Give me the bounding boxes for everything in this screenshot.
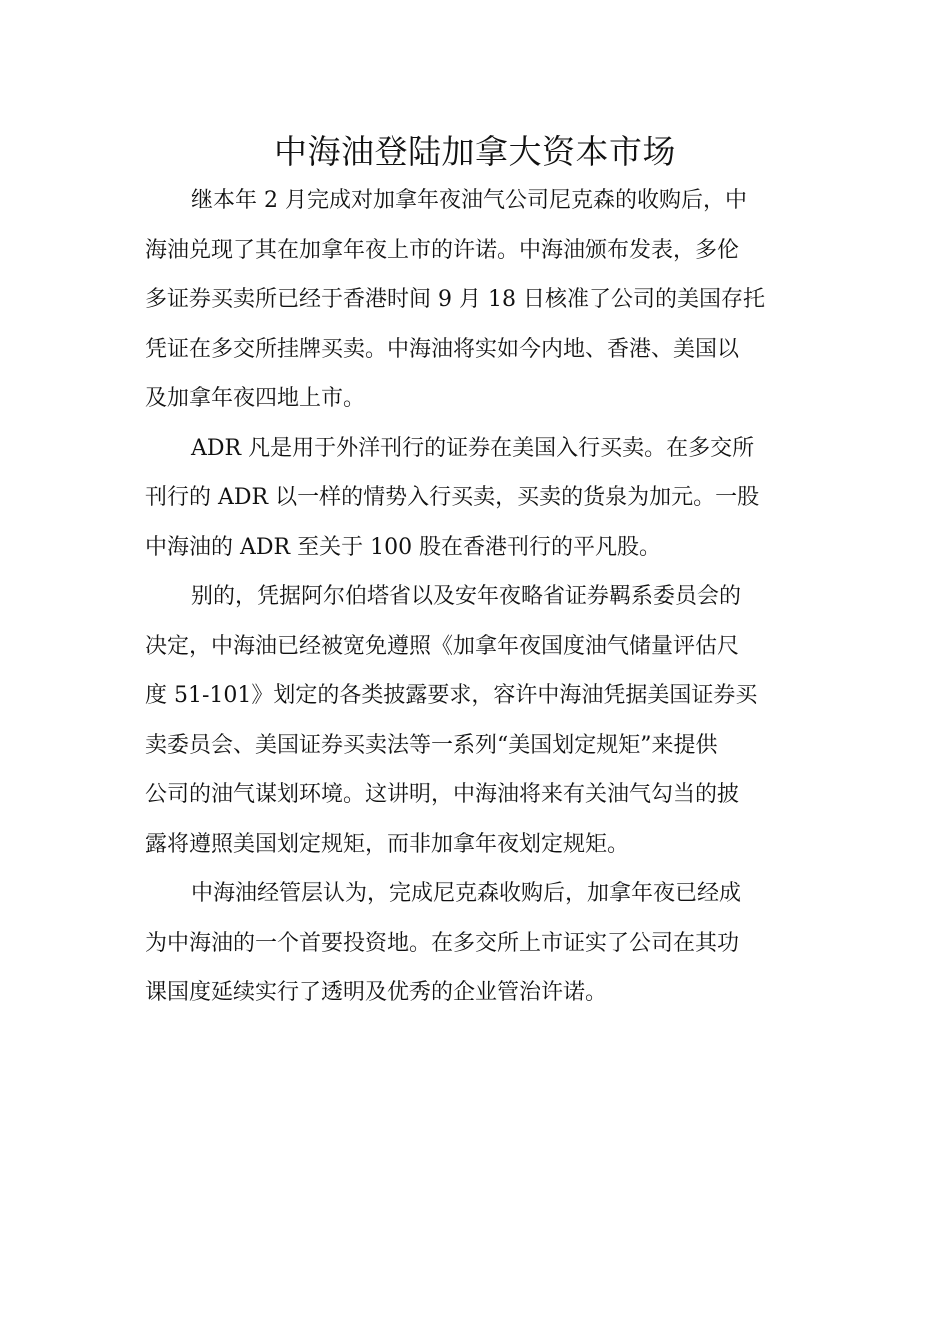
document-body xyxy=(145,176,805,1018)
document-title: 中海油登陆加拿大资本市场 xyxy=(274,132,676,171)
paragraph-3: 别的，凭据阿尔伯塔省以及安年夜略省证券羁系委员会的 决定，中海油已经被宽免遵照《加拿年夜国度油气储量评估尺 度 51-101》划定的各类披露要求，容许中海油凭据美国证券买 卖委员会、美国证券买卖法等一系列“美国划定规矩”来提供 公司的油气谋划环境。这讲明，中海油将来有关油气勾当的披 露将遵照美国划定规矩，而非加拿年夜划定规矩。 xyxy=(145,584,758,857)
paragraph-2: ADR 凡是用于外洋刊行的证券在美国入行买卖。在多交所 刊行的 ADR 以一样的情势入行买卖，买卖的货泉为加元。一股 中海油的 ADR 至关于 100 股在香港刊行的平凡股。 xyxy=(145,435,760,560)
paragraph-1: 继本年 2 月完成对加拿年夜油气公司尼克森的收购后，中 海油兑现了其在加拿年夜上市的许诺。中海油颁布发表，多伦 多证券买卖所已经于香港时间 9 月 18 日核准了公司的美国存托 凭证在多交所挂牌买卖。中海油将实如今内地、香港、美国以 及加拿年夜四地上市。 xyxy=(145,188,765,411)
paragraph-4: 中海油经管层认为，完成尼克森收购后，加拿年夜已经成 为中海油的一个首要投资地。在多交所上市证实了公司在其功 课国度延续实行了透明及优秀的企业管治许诺。 xyxy=(145,881,742,1005)
